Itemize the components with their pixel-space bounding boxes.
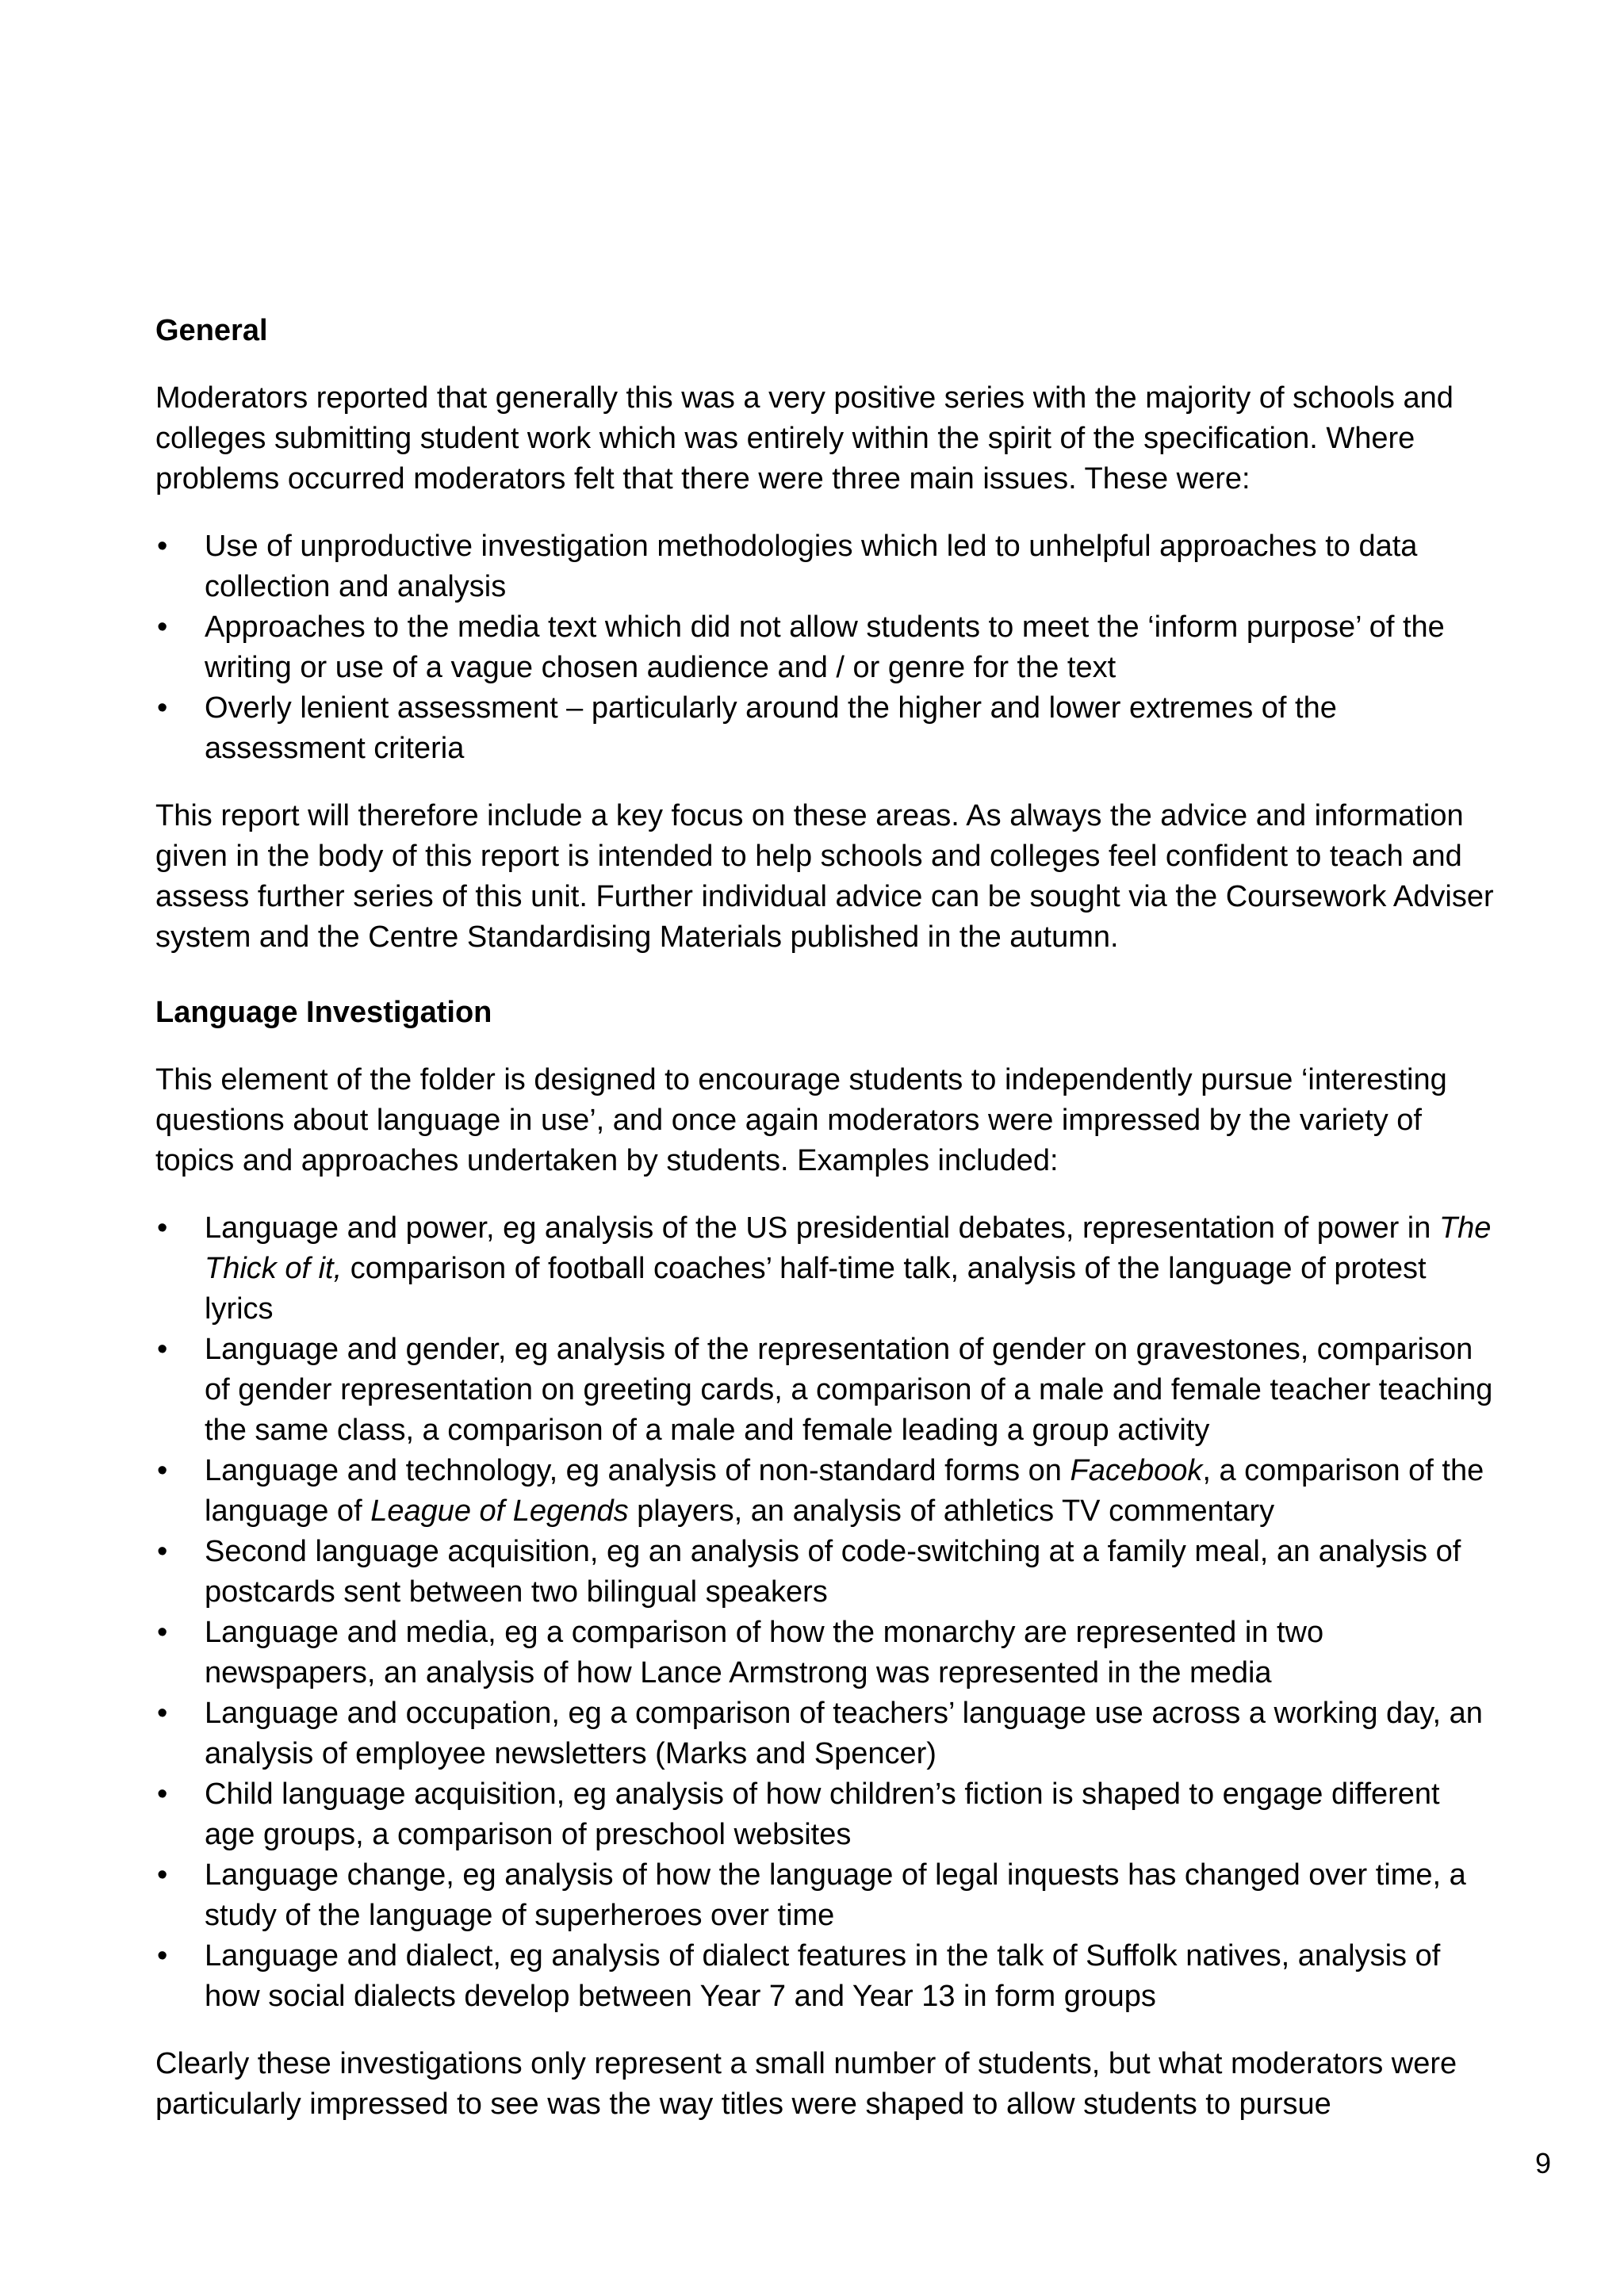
bullet-icon: • xyxy=(157,1211,168,1245)
example-gender-text: Language and gender, eg analysis of the representation of gender on gravestones, comparison of gender representation on greeting cards, a comparison of a male and female teacher teaching the same class, a comparison of a male and female leading a group activity xyxy=(205,1333,1493,1447)
list-item xyxy=(155,607,1496,688)
list-item xyxy=(155,1855,1496,1936)
bullet-icon: • xyxy=(157,610,168,644)
list-item-text: Approaches to the media text which did not allow students to meet the ‘inform purpose’ of the writing or use of a vague chosen audience and / or genre for the text xyxy=(205,610,1445,684)
investigation-closing: Clearly these investigations only represent a small number of students, but what moderators were particularly impressed to see was the way titles were shaped to allow students to pursue xyxy=(155,2047,1457,2121)
examples-list xyxy=(155,1208,1496,2017)
bullet-icon: • xyxy=(157,691,168,725)
page-number: 9 xyxy=(1534,2147,1551,2179)
list-item xyxy=(155,1451,1496,1532)
general-conclusion: This report will therefore include a key focus on these areas. As always the advice and information given in the body of this report is intended to help schools and colleges feel confident to teach and assess further series of this unit. Further individual advice can be sought via the Coursework Adviser system and the Centre Standardising Materials published in the autumn. xyxy=(155,799,1494,954)
list-item xyxy=(155,1693,1496,1774)
list-item xyxy=(155,688,1496,769)
example-technology-text: Language and technology, eg analysis of non-standard forms on Facebook, a comparison of the language of League of Legends players, an analysis of athletics TV commentary xyxy=(205,1454,1484,1528)
list-item-text: Use of unproductive investigation methodologies which led to unhelpful approaches to data collection and analysis xyxy=(205,530,1418,603)
example-child-text: Child language acquisition, eg analysis of how children’s fiction is shaped to engage different age groups, a comparison of preschool websites xyxy=(205,1777,1440,1851)
example-dialect-text: Language and dialect, eg analysis of dialect features in the talk of Suffolk natives, analysis of how social dialects develop between Year 7 and Year 13 in form groups xyxy=(205,1939,1441,2013)
page-content xyxy=(155,311,1496,2152)
italic-title: Facebook xyxy=(1070,1454,1203,1487)
list-item xyxy=(155,526,1496,607)
general-intro: Moderators reported that generally this was a very positive series with the majority of schools and colleges submitting student work which was entirely within the spirit of the specification. Where problems occurred moderators felt that there were three main issues. These were: xyxy=(155,381,1454,496)
bullet-icon: • xyxy=(157,1333,168,1366)
general-heading: General xyxy=(155,314,268,347)
list-item xyxy=(155,1613,1496,1693)
bullet-icon: • xyxy=(157,530,168,563)
bullet-icon: • xyxy=(157,1777,168,1811)
investigation-heading: Language Investigation xyxy=(155,996,492,1029)
bullet-icon: • xyxy=(157,1939,168,1973)
example-second-language-text: Second language acquisition, eg an analysis of code-switching at a family meal, an analysis of postcards sent between two bilingual speakers xyxy=(205,1535,1461,1609)
bullet-icon: • xyxy=(157,1535,168,1568)
list-item xyxy=(155,1936,1496,2017)
example-change-text: Language change, eg analysis of how the language of legal inquests has changed over time, a study of the language of superheroes over time xyxy=(205,1858,1466,1932)
example-media-text: Language and media, eg a comparison of how the monarchy are represented in two newspapers, an analysis of how Lance Armstrong was represented in the media xyxy=(205,1616,1324,1689)
bullet-icon: • xyxy=(157,1697,168,1730)
issues-list xyxy=(155,526,1496,769)
investigation-intro: This element of the folder is designed to encourage students to independently pursue ‘interesting questions about language in use’, and once again moderators were impressed by the variety of topics and approaches undertaken by students. Examples included: xyxy=(155,1063,1447,1177)
bullet-icon: • xyxy=(157,1616,168,1649)
bullet-icon: • xyxy=(157,1454,168,1487)
bullet-icon: • xyxy=(157,1858,168,1892)
list-item xyxy=(155,1208,1496,1330)
list-item-text: Overly lenient assessment – particularly around the higher and lower extremes of the assessment criteria xyxy=(205,691,1337,765)
example-power-text: Language and power, eg analysis of the US presidential debates, representation of power in The Thick of it, comparison of football coaches’ half-time talk, analysis of the language of protest lyrics xyxy=(205,1211,1492,1326)
list-item xyxy=(155,1330,1496,1451)
example-occupation-text: Language and occupation, eg a comparison of teachers’ language use across a working day, an analysis of employee newsletters (Marks and Spencer) xyxy=(205,1697,1483,1770)
italic-title: The Thick of it, xyxy=(205,1211,1492,1285)
list-item xyxy=(155,1774,1496,1855)
italic-title: League of Legends xyxy=(370,1494,629,1528)
list-item xyxy=(155,1532,1496,1613)
